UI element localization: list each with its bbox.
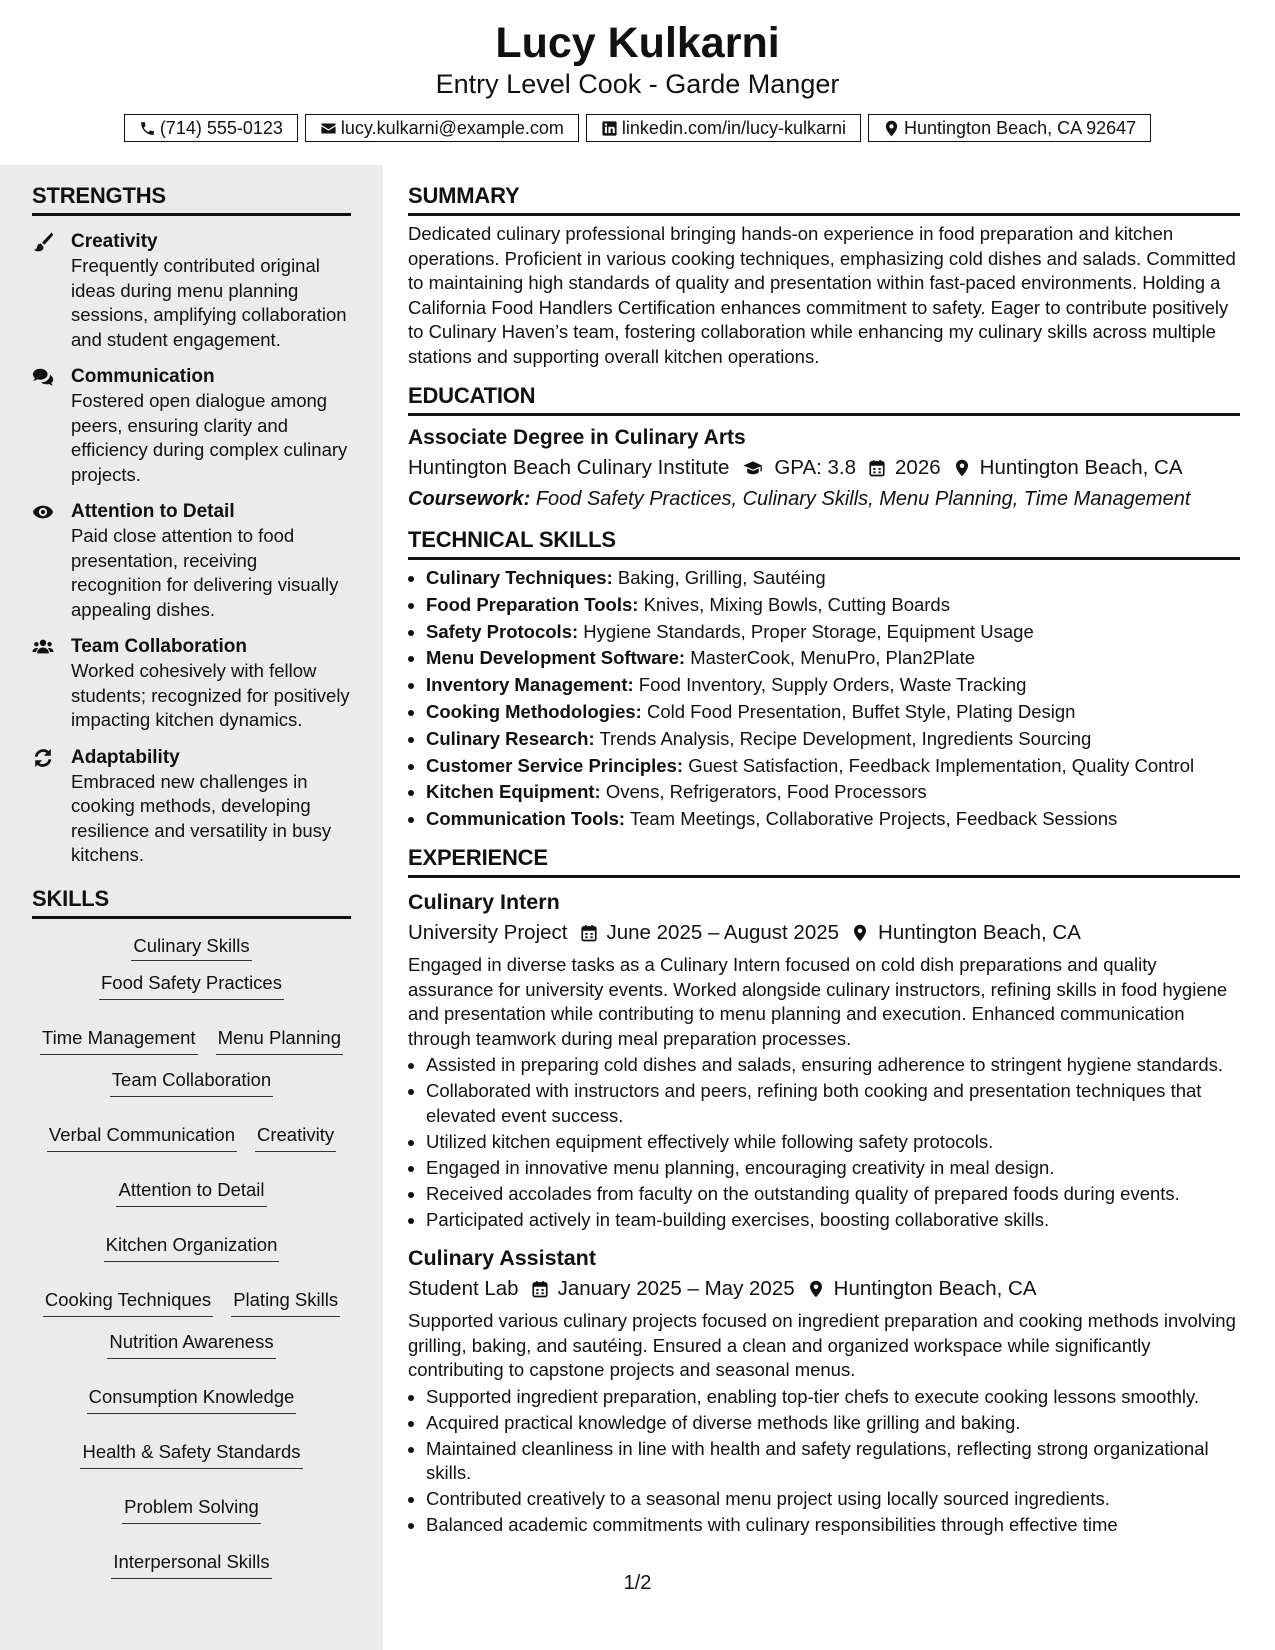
phone-icon — [139, 120, 156, 137]
tech-skill-value: Food Inventory, Supply Orders, Waste Tracking — [638, 674, 1027, 696]
strength-item — [32, 230, 351, 352]
strength-item — [32, 746, 351, 868]
skill-chip: Kitchen Organization — [104, 1233, 280, 1262]
job-bullets — [408, 1053, 1240, 1232]
tech-skill-label: Inventory Management: — [426, 674, 634, 696]
job-bullet: • Utilized kitchen equipment effectively while following safety protocols. — [426, 1130, 1240, 1155]
tech-skill-item — [426, 593, 1240, 617]
skill-chip: Attention to Detail — [116, 1178, 266, 1207]
skill-chip — [32, 934, 351, 958]
strength-item — [32, 500, 351, 622]
tech-skill-item — [426, 700, 1240, 724]
tech-skill-label: Kitchen Equipment: — [426, 781, 601, 803]
summary-heading: SUMMARY — [408, 183, 1240, 216]
strength-title: Attention to Detail — [71, 501, 235, 522]
envelope-icon — [320, 120, 337, 137]
school-name: Huntington Beach Culinary Institute — [408, 456, 730, 479]
calendar-icon — [568, 924, 607, 942]
job-position-title: Culinary Assistant — [408, 1246, 596, 1271]
gpa-text: GPA: 3.8 — [774, 456, 857, 479]
education-heading: EDUCATION — [408, 383, 1240, 416]
strength-title: Communication — [71, 366, 215, 387]
job-bullet: • Participated actively in team-building exercises, boosting collaborative skills. — [426, 1208, 1240, 1233]
strength-desc: Embraced new challenges in cooking methods, developing resilience and versatility in busy kitchens. — [71, 770, 332, 865]
skill-chip: Menu Planning — [216, 1026, 343, 1055]
strength-item — [32, 365, 351, 487]
skill-chip: Food Safety Practices — [99, 971, 284, 1000]
graduation-year: 2026 — [895, 456, 941, 479]
tech-skill-value: Team Meetings, Collaborative Projects, Feedback Sessions — [629, 808, 1118, 830]
tech-skill-item — [426, 754, 1240, 778]
tech-skill-label: Safety Protocols: — [426, 620, 579, 642]
tech-skill-label: Menu Development Software: — [426, 647, 686, 669]
page-number: 1/2 — [623, 1572, 652, 1594]
paintbrush-icon — [32, 231, 54, 253]
chat-bubbles-icon — [32, 366, 54, 388]
job-meta — [408, 1275, 1240, 1303]
job-organization: University Project — [408, 921, 568, 945]
contact-bar — [0, 114, 1275, 142]
calendar-icon — [856, 459, 895, 477]
tech-skill-label: Customer Service Principles: — [426, 754, 684, 776]
calendar-icon — [519, 1280, 558, 1298]
job-bullet: • Contributed creatively to a seasonal menu project using locally sourced ingredients. — [426, 1487, 1240, 1512]
education-meta — [408, 454, 1240, 482]
coursework-line — [408, 485, 1240, 513]
job-position-title: Culinary Intern — [408, 890, 560, 915]
tech-skill-item — [426, 620, 1240, 644]
eye-icon — [32, 501, 54, 523]
map-pin-icon — [795, 1280, 834, 1298]
job-bullet: • Supported ingredient preparation, enabling top-tier chefs to execute cooking lessons smoothly. — [426, 1385, 1240, 1410]
sync-arrows-icon — [32, 747, 54, 769]
coursework-label: Coursework: — [408, 488, 531, 510]
linkedin-text: linkedin.com/in/lucy-kulkarni — [621, 118, 847, 138]
strength-desc: Fostered open dialogue among peers, ensuring clarity and efficiency during complex culinary projects. — [71, 390, 348, 485]
skill-chip: Problem Solving — [122, 1495, 261, 1524]
coursework-list: Food Safety Practices, Culinary Skills, Menu Planning, Time Management — [535, 488, 1191, 510]
job-title: Entry Level Cook - Garde Manger — [435, 69, 840, 99]
graduation-cap-icon — [729, 458, 774, 478]
job-bullet: • Received accolades from faculty on the outstanding quality of prepared foods during events. — [426, 1182, 1240, 1207]
tech-skill-value: Cold Food Presentation, Buffet Style, Plating Design — [646, 700, 1076, 722]
tech-skill-label: Communication Tools: — [426, 808, 626, 830]
job-description: Engaged in diverse tasks as a Culinary Intern focused on cold dish preparations and quality assurance for university events. Worked alongside culinary instructors, refining skills in food hygiene and presentation while contributing to menu planning and execution. Enhanced communication through teamwork during meal preparation processes. — [408, 954, 1228, 1049]
skill-chip: Consumption Knowledge — [87, 1385, 297, 1414]
strength-desc: Paid close attention to food presentation, receiving recognition for delivering visually appealing dishes. — [71, 525, 339, 620]
tech-skill-label: Food Preparation Tools: — [426, 593, 639, 615]
skill-chip-text: Culinary Skills — [131, 935, 251, 961]
strength-title: Adaptability — [71, 746, 180, 768]
job-organization: Student Lab — [408, 1277, 519, 1301]
job-meta — [408, 919, 1240, 947]
tech-skill-value: MasterCook, MenuPro, Plan2Plate — [690, 647, 976, 669]
job-dates: January 2025 – May 2025 — [557, 1277, 795, 1301]
location-text: Huntington Beach, CA 92647 — [904, 118, 1137, 138]
phone-contact[interactable] — [124, 114, 298, 142]
job-bullet: • Collaborated with instructors and peers, refining both cooking and presentation techniques that elevated event success. — [426, 1079, 1240, 1128]
job-description: Supported various culinary projects focused on ingredient preparation and cooking methods involving grilling, baking, and sautéing. Ensured a clean and organized workspace while significantly contributing to capstone projects and seasonal menus. — [408, 1310, 1236, 1381]
map-pin-icon — [883, 120, 900, 137]
tech-skill-item — [426, 780, 1240, 804]
right-column — [408, 183, 1240, 1538]
skill-chip: Creativity — [255, 1123, 336, 1152]
left-column — [32, 183, 351, 1579]
strength-title: Creativity — [71, 231, 158, 252]
strength-desc: Frequently contributed original ideas during menu planning sessions, amplifying collaboration and student engagement. — [71, 255, 347, 350]
summary-text: Dedicated culinary professional bringing hands-on experience in food preparation and kitchen operations. Proficient in various cooking techniques, emphasizing cold dishes and salads. Committed to maintaining high standards of quality and presentation within fast-paced environments. Holding a California Food Handlers Certification enhances commitment to safety. Eager to contribute positively to Culinary Haven’s team, fostering collaboration while enhancing my culinary skills across multiple stations and supporting overall kitchen operations. — [408, 223, 1236, 367]
tech-skill-value: Guest Satisfaction, Feedback Implementation, Quality Control — [688, 754, 1195, 776]
education-location: Huntington Beach, CA — [979, 456, 1183, 479]
phone-text: (714) 555-0123 — [159, 118, 283, 138]
skill-chip: Cooking Techniques — [43, 1288, 213, 1317]
candidate-name: Lucy Kulkarni — [495, 19, 780, 67]
job-bullet: • Maintained cleanliness in line with health and safety regulations, reflecting strong organizational skills. — [426, 1437, 1240, 1486]
strength-desc: Worked cohesively with fellow students; recognized for positively impacting kitchen dynamics. — [71, 660, 350, 730]
tech-skill-item — [426, 727, 1240, 751]
map-pin-icon — [839, 924, 878, 942]
skills-list — [32, 934, 351, 1579]
tech-skill-value: Ovens, Refrigerators, Food Processors — [605, 781, 927, 803]
resume-header — [0, 18, 1275, 100]
degree-title: Associate Degree in Culinary Arts — [408, 426, 746, 449]
location-contact — [868, 114, 1151, 142]
tech-skill-item — [426, 646, 1240, 670]
skill-chip: Time Management — [40, 1026, 198, 1055]
job-bullet: • Acquired practical knowledge of diverse methods like grilling and baking. — [426, 1411, 1240, 1436]
job-dates: June 2025 – August 2025 — [606, 921, 840, 945]
job-bullet: • Assisted in preparing cold dishes and salads, ensuring adherence to stringent hygiene standards. — [426, 1053, 1240, 1078]
strength-item — [32, 635, 351, 733]
technical-skills-heading: TECHNICAL SKILLS — [408, 527, 1240, 560]
skill-chip: Verbal Communication — [47, 1123, 237, 1152]
tech-skill-item — [426, 566, 1240, 590]
job-bullet: • Balanced academic commitments with culinary responsibilities through effective time — [426, 1513, 1240, 1538]
skill-chip: Interpersonal Skills — [111, 1550, 271, 1579]
skill-chip: Nutrition Awareness — [107, 1330, 275, 1359]
tech-skill-value: Baking, Grilling, Sautéing — [617, 567, 826, 588]
job-bullet: • Engaged in innovative menu planning, encouraging creativity in meal design. — [426, 1156, 1240, 1181]
tech-skill-label: Culinary Techniques: — [426, 567, 613, 588]
tech-skill-item — [426, 673, 1240, 697]
job-location: Huntington Beach, CA — [878, 921, 1081, 945]
email-text: lucy.kulkarni@example.com — [340, 118, 564, 138]
experience-heading: EXPERIENCE — [408, 845, 1240, 878]
skill-chip: Plating Skills — [231, 1288, 340, 1317]
job-bullets — [408, 1385, 1240, 1538]
strengths-heading: STRENGTHS — [32, 183, 351, 216]
email-contact[interactable] — [305, 114, 579, 142]
tech-skill-label: Culinary Research: — [426, 727, 595, 749]
tech-skill-value: Knives, Mixing Bowls, Cutting Boards — [643, 593, 950, 615]
tech-skill-value: Trends Analysis, Recipe Development, Ingredients Sourcing — [599, 727, 1092, 749]
linkedin-contact[interactable] — [586, 114, 861, 142]
tech-skill-value: Hygiene Standards, Proper Storage, Equipment Usage — [583, 620, 1034, 642]
skills-heading: SKILLS — [32, 886, 351, 919]
tech-skill-item — [426, 807, 1240, 831]
linkedin-icon — [601, 120, 618, 137]
map-pin-icon — [941, 459, 980, 477]
skill-chip: Team Collaboration — [110, 1068, 273, 1097]
technical-skills-list — [408, 566, 1240, 831]
job-location: Huntington Beach, CA — [833, 1277, 1037, 1301]
tech-skill-label: Cooking Methodologies: — [426, 700, 642, 722]
strength-title: Team Collaboration — [71, 636, 247, 657]
skill-chip: Health & Safety Standards — [80, 1440, 302, 1469]
users-icon — [32, 636, 54, 658]
